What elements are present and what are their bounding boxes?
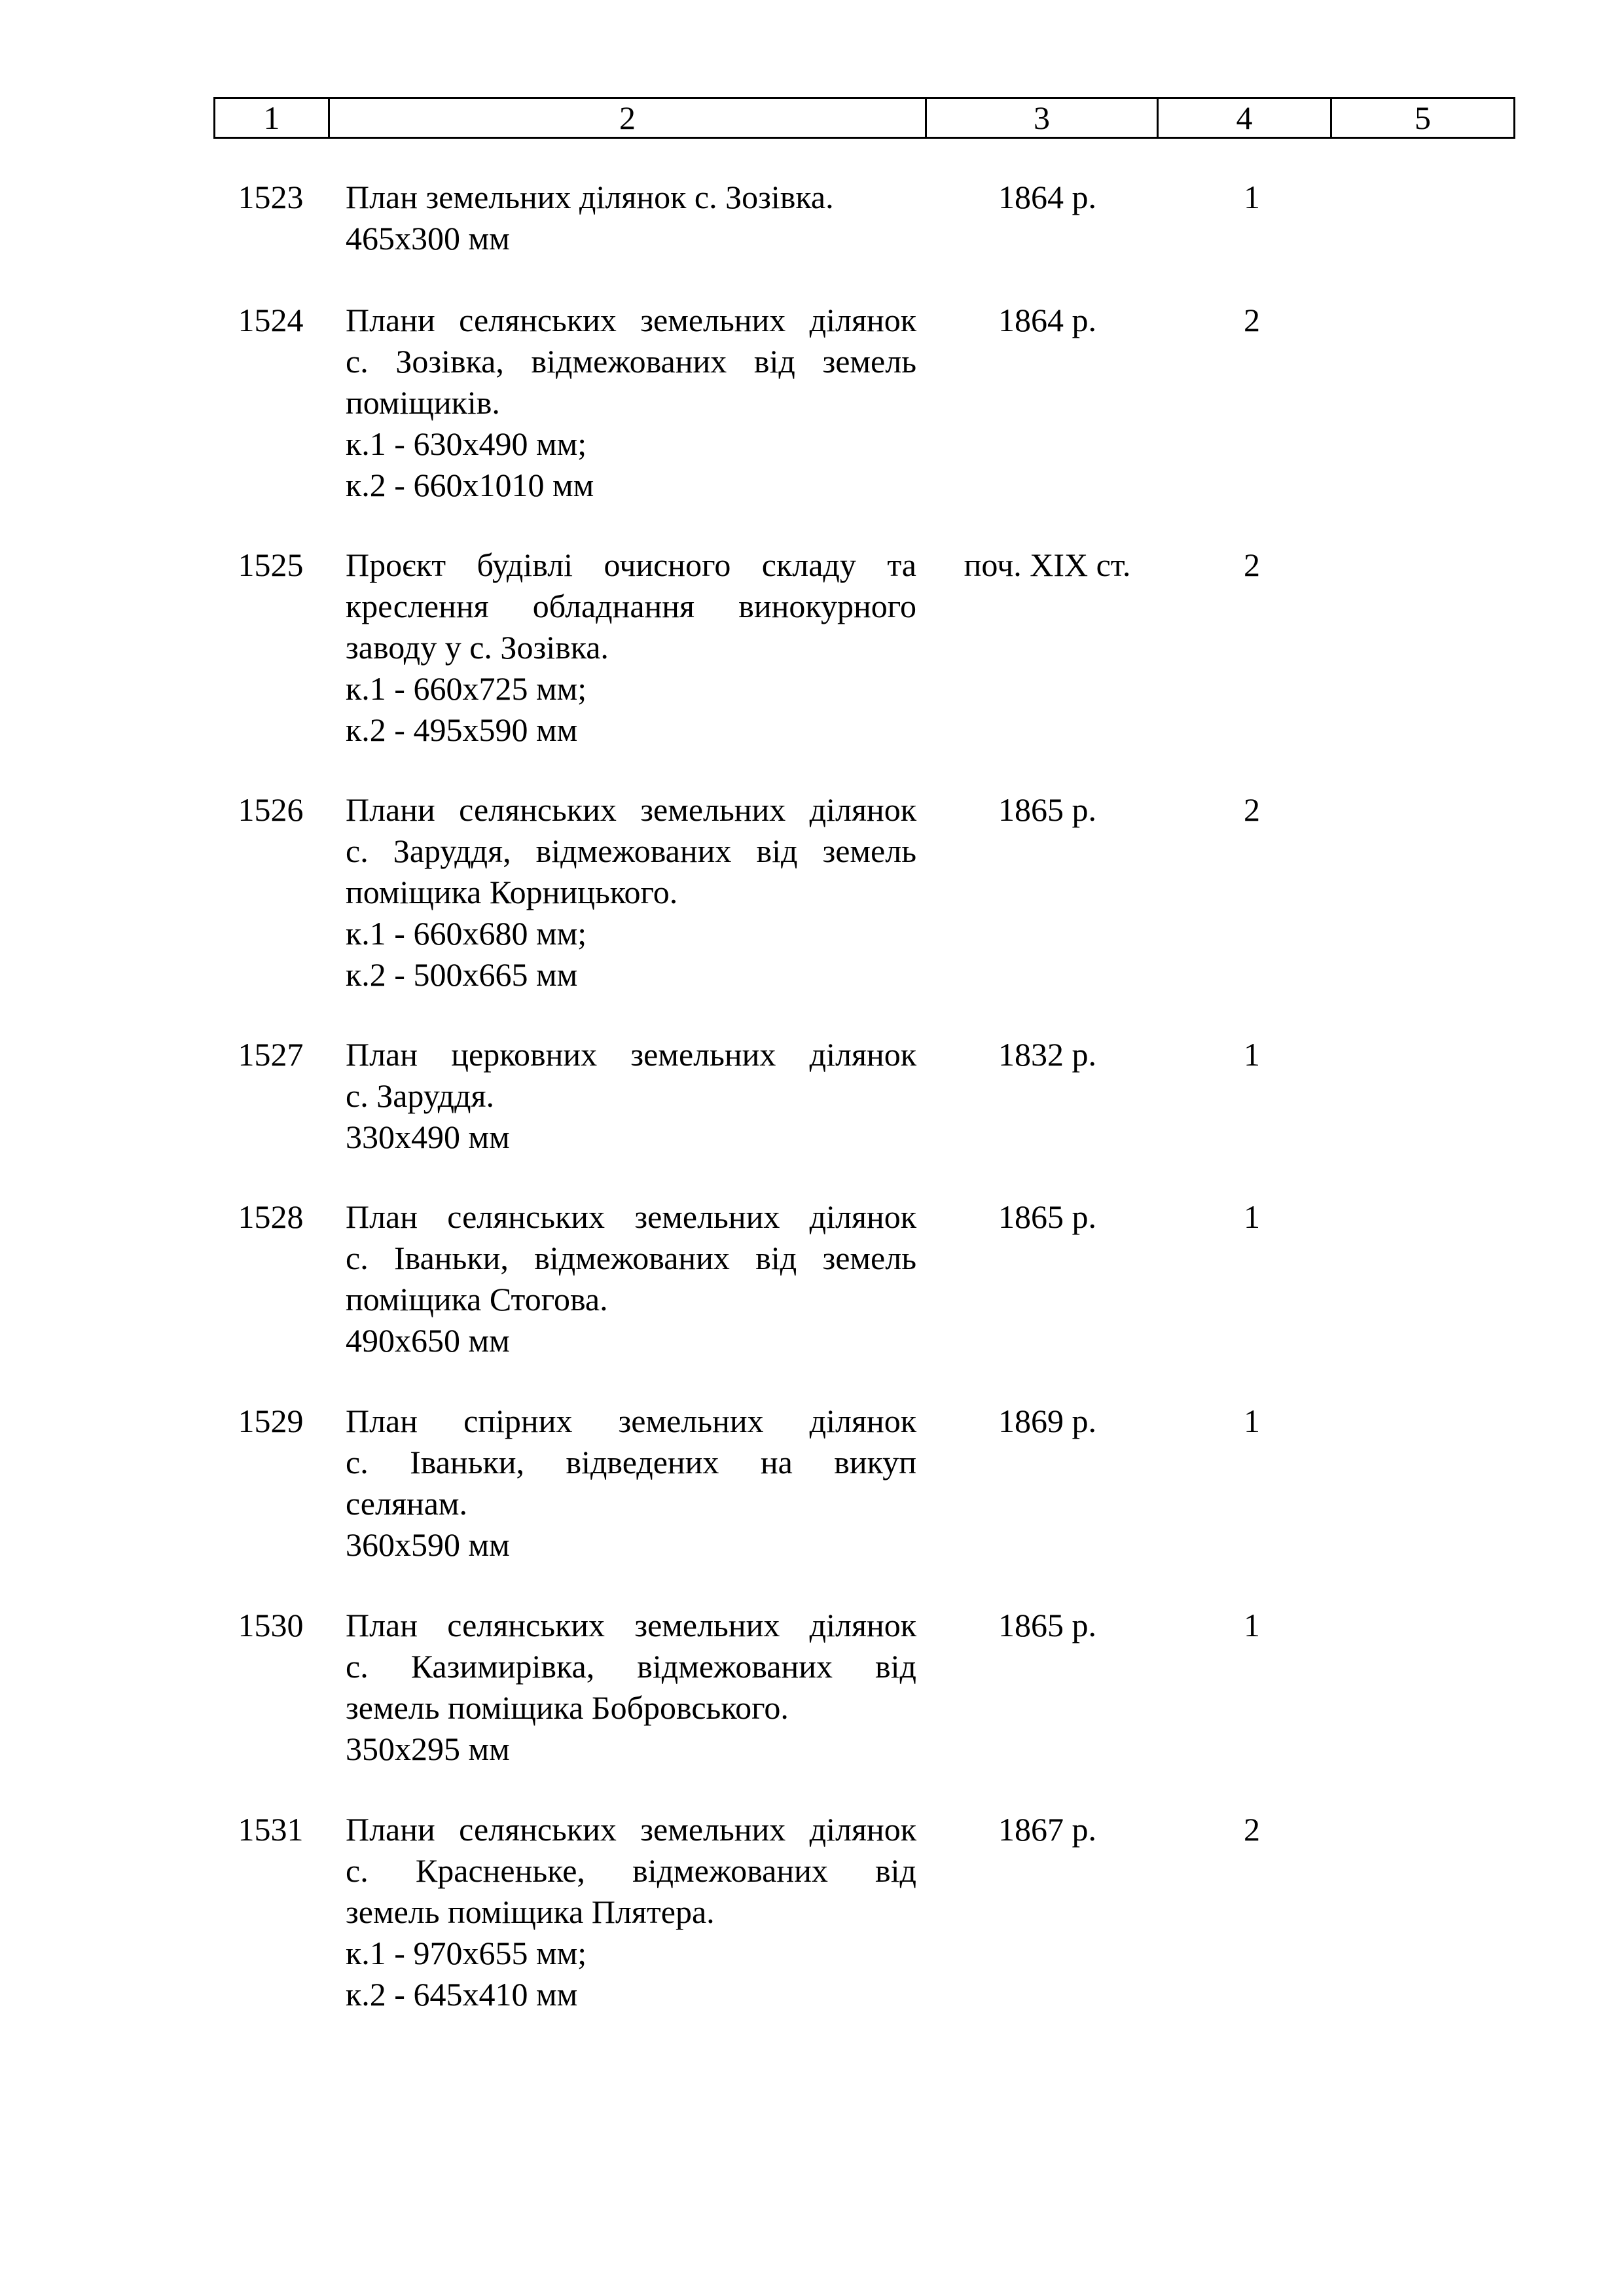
entry-date: 1865 р. (998, 1198, 1096, 1235)
entry-description (346, 545, 916, 751)
entry-description (346, 1401, 916, 1566)
entry-sheet-count: 1 (1244, 1036, 1260, 1073)
description-line: План спірних земельних ділянок (346, 1403, 916, 1439)
entry-sheet-count: 1 (1244, 1403, 1260, 1439)
entry-number: 1523 (238, 179, 304, 215)
description-line: 360х590 мм (346, 1526, 510, 1563)
description-line: земель поміщика Бобровського. (346, 1689, 789, 1726)
description-line: Плани селянських земельних ділянок (346, 1811, 916, 1848)
header-col-1: 1 (215, 98, 329, 138)
description-line: к.1 - 660х725 мм; (346, 670, 587, 707)
entry-date: поч. ХІХ ст. (964, 547, 1131, 583)
header-col-4: 4 (1158, 98, 1331, 138)
description-line: к.1 - 630х490 мм; (346, 425, 587, 462)
description-line: к.2 - 645х410 мм (346, 1976, 578, 2013)
header-col-2: 2 (329, 98, 926, 138)
description-line: Плани селянських земельних ділянок (346, 791, 916, 828)
description-line: земель поміщика Плятера. (346, 1893, 715, 1930)
description-line: 330х490 мм (346, 1119, 510, 1155)
entry-description (346, 1034, 916, 1158)
description-line: к.2 - 495х590 мм (346, 711, 578, 748)
entry-sheet-count: 1 (1244, 179, 1260, 215)
entry-date: 1832 р. (998, 1036, 1096, 1073)
description-line: креслення обладнання винокурного (346, 588, 916, 624)
description-line: Плани селянських земельних ділянок (346, 302, 916, 338)
entry-number: 1531 (238, 1811, 304, 1848)
description-line: с. Заруддя, відмежованих від земель (346, 833, 916, 869)
header-row (215, 98, 1515, 138)
entry-number: 1529 (238, 1403, 304, 1439)
description-line: План земельних ділянок с. Зозівка. (346, 179, 834, 215)
entry-number: 1528 (238, 1198, 304, 1235)
entry-description (346, 1605, 916, 1770)
description-line: План селянських земельних ділянок (346, 1198, 916, 1235)
description-line: Проєкт будівлі очисного складу та (346, 547, 916, 583)
description-line: План селянських земельних ділянок (346, 1607, 916, 1643)
entry-sheet-count: 2 (1244, 791, 1260, 828)
description-line: с. Іваньки, відведених на викуп (346, 1444, 916, 1480)
description-line: с. Іваньки, відмежованих від земель (346, 1240, 916, 1276)
entry-number: 1527 (238, 1036, 304, 1073)
description-line: селянам. (346, 1485, 468, 1522)
header-col-5: 5 (1331, 98, 1515, 138)
entry-number: 1526 (238, 791, 304, 828)
entry-description (346, 300, 916, 506)
entry-number: 1524 (238, 302, 304, 338)
entry-number: 1525 (238, 547, 304, 583)
description-line: к.2 - 660х1010 мм (346, 467, 594, 503)
entry-sheet-count: 2 (1244, 302, 1260, 338)
description-line: с. Заруддя. (346, 1077, 495, 1114)
entry-description (346, 1809, 916, 2015)
description-line: поміщиків. (346, 384, 500, 421)
header-col-3: 3 (926, 98, 1158, 138)
entry-description (346, 177, 916, 259)
description-line: заводу у с. Зозівка. (346, 629, 609, 666)
description-line: к.2 - 500х665 мм (346, 956, 578, 993)
column-number-header (213, 97, 1515, 139)
description-line: поміщика Корницького. (346, 874, 678, 910)
description-line: поміщика Стогова. (346, 1281, 608, 1318)
entry-date: 1867 р. (998, 1811, 1096, 1848)
entry-description (346, 789, 916, 996)
entry-sheet-count: 1 (1244, 1607, 1260, 1643)
description-line: с. Красненьке, відмежованих від (346, 1852, 916, 1889)
entry-number: 1530 (238, 1607, 304, 1643)
entry-date: 1865 р. (998, 791, 1096, 828)
description-line: к.1 - 660х680 мм; (346, 915, 587, 952)
description-line: 350х295 мм (346, 1731, 510, 1767)
entry-date: 1864 р. (998, 302, 1096, 338)
description-line: с. Казимирівка, відмежованих від (346, 1648, 916, 1685)
entry-date: 1865 р. (998, 1607, 1096, 1643)
entry-description (346, 1196, 916, 1361)
entry-sheet-count: 2 (1244, 1811, 1260, 1848)
description-line: 465х300 мм (346, 220, 510, 257)
entry-sheet-count: 2 (1244, 547, 1260, 583)
description-line: 490х650 мм (346, 1322, 510, 1359)
description-line: План церковних земельних ділянок (346, 1036, 916, 1073)
entry-date: 1864 р. (998, 179, 1096, 215)
description-line: с. Зозівка, відмежованих від земель (346, 343, 916, 380)
entry-date: 1869 р. (998, 1403, 1096, 1439)
entry-sheet-count: 1 (1244, 1198, 1260, 1235)
description-line: к.1 - 970х655 мм; (346, 1935, 587, 1971)
